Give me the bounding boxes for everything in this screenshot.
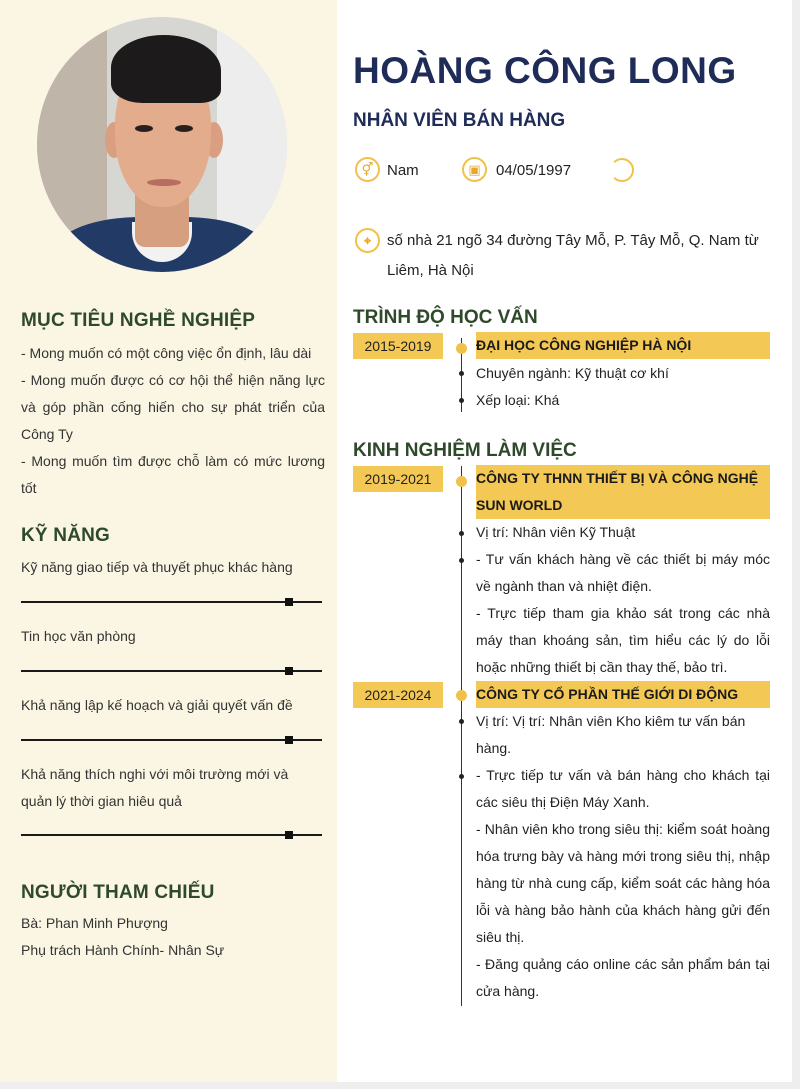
candidate-position: NHÂN VIÊN BÁN HÀNG <box>353 110 566 131</box>
job-detail: - Đăng quảng cáo online các sản phẩm bán tại cửa hàng. <box>476 956 770 999</box>
education-major: Chuyên ngành: Kỹ thuật cơ khí <box>476 365 669 381</box>
page-right-edge <box>792 0 800 1089</box>
reference-name: Bà: Phan Minh Phượng <box>21 915 168 931</box>
school-name: ĐẠI HỌC CÔNG NGHIỆP HÀ NỘI <box>476 332 770 359</box>
timeline-bullet <box>459 398 464 403</box>
objective-item: - Mong muốn được có cơ hội thể hiện năng lực và góp phần cống hiến cho sự phát triển của Công Ty <box>21 372 325 442</box>
job-detail: - Trực tiếp tư vấn và bán hàng cho khách tại các siêu thị Điện Máy Xanh. <box>476 767 770 810</box>
timeline-bullet <box>459 531 464 536</box>
education-heading: TRÌNH ĐỘ HỌC VẤN <box>353 307 538 328</box>
objective-item: - Mong muốn tìm được chỗ làm có mức lương tốt <box>21 453 325 496</box>
gender-icon: ⚥ <box>355 157 380 182</box>
timeline-bullet <box>459 558 464 563</box>
skill-level-bar <box>21 739 322 741</box>
objective-heading: MỤC TIÊU NGHỀ NGHIỆP <box>21 310 256 331</box>
skill-level-bar <box>21 670 322 672</box>
address-value: số nhà 21 ngõ 34 đường Tây Mỗ, P. Tây Mỗ, Q. Nam từ Liêm, Hà Nội <box>387 232 759 279</box>
skills-heading: KỸ NĂNG <box>21 525 111 546</box>
job-detail: - Tư vấn khách hàng về các thiết bị máy móc về ngành than và nhiệt điện. <box>476 551 770 594</box>
job-years: 2021-2024 <box>353 682 443 708</box>
timeline-dot <box>456 690 467 701</box>
education-rank: Xếp loại: Khá <box>476 392 560 408</box>
reference-heading: NGƯỜI THAM CHIẾU <box>21 882 215 903</box>
birthday-cake-icon: ▣ <box>462 157 487 182</box>
skill-label: Kỹ năng giao tiếp và thuyết phục khác hàng <box>21 559 293 575</box>
skill-label: Khả năng thích nghi với môi trường mới và quản lý thời gian hiêu quả <box>21 766 289 809</box>
candidate-name: HOÀNG CÔNG LONG <box>353 50 737 91</box>
timeline-dot <box>456 343 467 354</box>
skill-level-marker <box>285 667 293 675</box>
page-bottom-edge <box>0 1082 800 1089</box>
avatar <box>37 17 287 272</box>
job-years: 2019-2021 <box>353 466 443 492</box>
sidebar <box>0 0 337 1082</box>
location-icon: ⌖ <box>355 228 380 253</box>
timeline-dot <box>456 476 467 487</box>
gender-value: Nam <box>387 162 419 179</box>
timeline-bullet <box>459 371 464 376</box>
skill-level-marker <box>285 736 293 744</box>
objective-item: - Mong muốn có một công việc ổn định, lâu dài <box>21 345 312 361</box>
experience-timeline <box>461 466 462 1006</box>
skill-level-bar <box>21 834 322 836</box>
experience-heading: KINH NGHIỆM LÀM VIỆC <box>353 440 577 461</box>
job-detail: Vị trí: Nhân viên Kỹ Thuật <box>476 524 636 540</box>
job-detail: - Nhân viên kho trong siêu thị: kiểm soát hoàng hóa trưng bày và hàng mới trong siêu thị, nhập hàng từ nhà cung cấp, kiểm soát các hàng hóa lỗi và hàng bảo hành của khách hàng gửi đến siêu thị. <box>476 821 770 945</box>
timeline-bullet <box>459 719 464 724</box>
education-years: 2015-2019 <box>353 333 443 359</box>
skill-level-bar <box>21 601 322 603</box>
job-detail: Vị trí: Vị trí: Nhân viên Kho kiêm tư vấn bán hàng. <box>476 713 746 756</box>
birthdate-value: 04/05/1997 <box>496 162 572 179</box>
skill-label: Khả năng lập kế hoạch và giải quyết vấn đề <box>21 697 293 713</box>
job-company: CÔNG TY THNN THIẾT BỊ VÀ CÔNG NGHỆ SUN WORLD <box>476 465 770 519</box>
skill-level-marker <box>285 831 293 839</box>
timeline-bullet <box>459 774 464 779</box>
job-detail: - Trực tiếp tham gia khảo sát trong các nhà máy than khoáng sản, tìm hiểu các lý do lỗi hoặc những thiết bị cần thay thế, bảo trì. <box>476 605 770 675</box>
skill-level-marker <box>285 598 293 606</box>
reference-role: Phụ trách Hành Chính- Nhân Sự <box>21 942 225 958</box>
skill-label: Tin học văn phòng <box>21 628 136 644</box>
job-company: CÔNG TY CỔ PHẦN THẾ GIỚI DI ĐỘNG <box>476 681 770 708</box>
loading-icon <box>610 158 634 182</box>
